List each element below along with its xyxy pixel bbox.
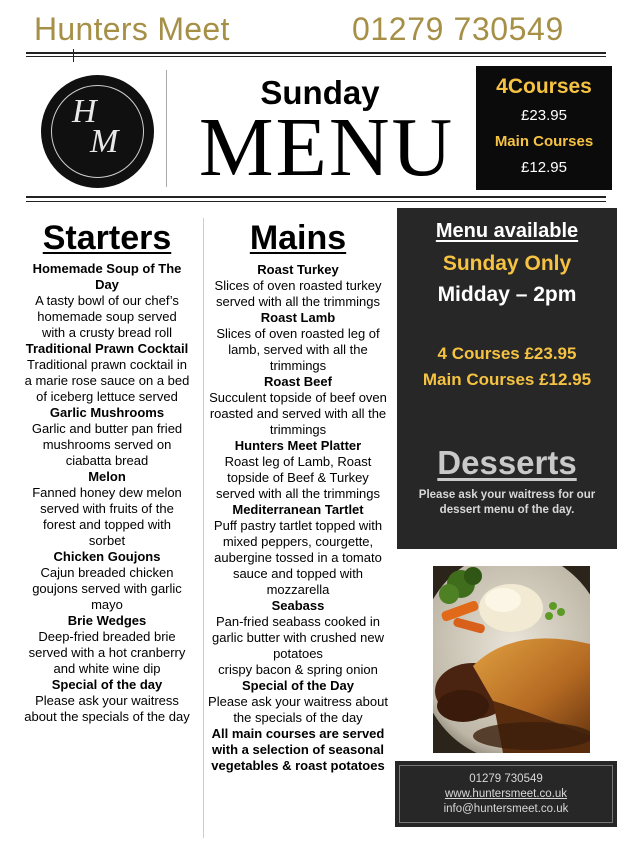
desserts-title: Desserts (437, 444, 577, 481)
contact-box (395, 761, 617, 827)
starter-name: Brie Wedges (67, 613, 147, 628)
restaurant-name: Hunters Meet (34, 11, 230, 47)
main-name: Roast Beef (264, 374, 332, 389)
starter-desc: Deep-fried breaded brie served with a hot cranberry and white wine dip (28, 629, 186, 676)
logo-letter-h: H (72, 93, 97, 130)
main-desc: Roast leg of Lamb, Roast topside of Beef & Turkey served with all the trimmings (216, 454, 380, 501)
availability-four-courses: 4 Courses £23.95 (437, 344, 577, 363)
logo-letter-m: M (90, 123, 119, 160)
starter-name: Garlic Mushrooms (49, 405, 165, 420)
mains-column (208, 217, 388, 774)
main-desc: Puff pastry tartlet topped with mixed peppers, courgette, aubergine tossed in a tomato sauce and topped with mozzarella (213, 518, 383, 597)
availability-time: Midday – 2pm (437, 283, 577, 306)
starter-desc: Cajun breaded chicken goujons served with garlic mayo (32, 565, 182, 612)
starters-column (24, 217, 190, 725)
starter-desc: Fanned honey dew melon served with fruits of the forest and topped with sorbet (32, 485, 182, 548)
starter-desc: Traditional prawn cocktail in a marie rose sauce on a bed of iceberg lettuce served (24, 357, 190, 404)
title-menu: MENU (198, 101, 455, 194)
hm-logo (41, 75, 154, 188)
starter-name: Special of the day (51, 677, 163, 692)
mains-footer-note: All main courses are served with a selection of seasonal vegetables & roast potatoes (211, 726, 385, 773)
starter-desc: Garlic and butter pan fried mushrooms served on ciabatta bread (31, 421, 183, 468)
main-desc: Succulent topside of beef oven roasted and served with all the trimmings (209, 390, 387, 437)
price-box (476, 66, 612, 190)
availability-box (397, 208, 617, 549)
main-desc: Slices of oven roasted turkey served with all the trimmings (214, 278, 382, 309)
starter-name: Melon (88, 469, 126, 484)
header-rule-thin (26, 56, 606, 57)
price-four-courses-label: 4Courses (496, 75, 592, 98)
starter-name: Homemade Soup of The Day (32, 261, 182, 292)
main-desc-extra: crispy bacon & spring onion (218, 662, 378, 677)
main-desc: Slices of oven roasted leg of lamb, served with all the trimmings (216, 326, 380, 373)
availability-day: Sunday Only (442, 252, 572, 275)
contact-phone: 01279 730549 (469, 773, 543, 785)
text-cursor-mark (73, 49, 74, 62)
main-name: Roast Lamb (260, 310, 336, 325)
main-desc: Pan-fried seabass cooked in garlic butter with crushed new potatoes (212, 614, 384, 661)
starter-desc: Please ask your waitress about the specials of the day (24, 693, 190, 724)
starter-name: Chicken Goujons (53, 549, 161, 564)
contact-email[interactable]: info@huntersmeet.co.uk (443, 803, 569, 815)
main-name: Roast Turkey (257, 262, 339, 277)
availability-title: Menu available (435, 220, 579, 242)
main-desc: Please ask your waitress about the specials of the day (208, 694, 388, 725)
section-rule-thin (26, 201, 606, 202)
price-main-courses-value: £12.95 (521, 159, 567, 176)
desserts-note: Please ask your waitress for our dessert menu of the day. (418, 489, 596, 516)
website-link[interactable]: www.huntersmeet.co.uk (444, 788, 568, 800)
starters-title: Starters (42, 219, 172, 257)
header-rule (26, 52, 606, 54)
title-sunday: Sunday (260, 74, 380, 111)
food-photo-illustration (433, 566, 590, 753)
main-name: Hunters Meet Platter (234, 438, 362, 453)
header-phone: 01279 730549 (352, 11, 564, 47)
starter-desc: A tasty bowl of our chef’s homemade soup served with a crusty bread roll (35, 293, 179, 340)
main-name: Seabass (271, 598, 325, 613)
section-rule (26, 196, 606, 198)
main-name: Mediterranean Tartlet (232, 502, 364, 517)
column-divider (203, 218, 204, 838)
price-main-courses-label: Main Courses (494, 133, 594, 150)
logo-divider (166, 70, 167, 187)
starter-name: Traditional Prawn Cocktail (25, 341, 189, 356)
main-name: Special of the Day (242, 678, 354, 693)
price-four-courses-value: £23.95 (521, 107, 567, 124)
mains-title: Mains (249, 219, 347, 257)
contact-inner (399, 765, 613, 823)
food-photo (433, 566, 590, 753)
availability-main-courses: Main Courses £12.95 (422, 370, 592, 389)
